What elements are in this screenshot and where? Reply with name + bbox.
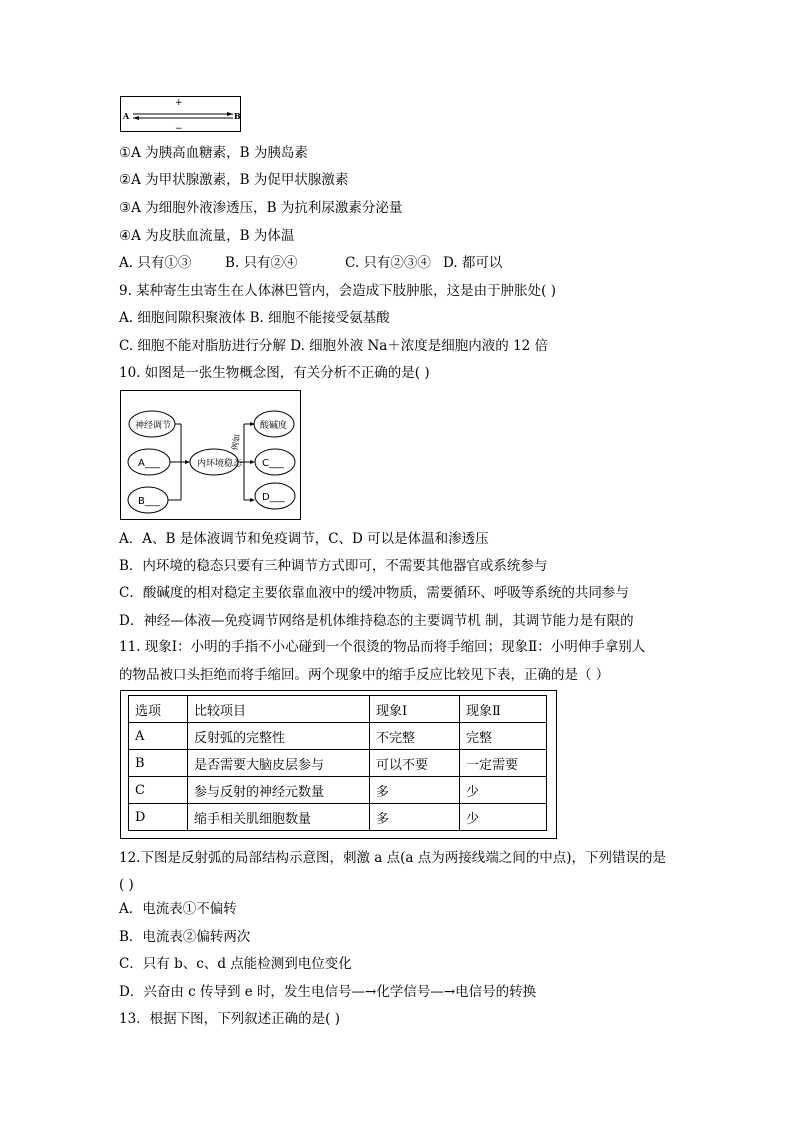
table-cell: 不完整 xyxy=(370,723,460,750)
table-cell: A xyxy=(129,723,188,750)
feedback-arrows xyxy=(121,97,242,133)
q13-stem: 13．根据下图，下列叙述正确的是( ) xyxy=(119,1011,341,1027)
table-cell: 可以不要 xyxy=(370,750,460,777)
table-cell: 多 xyxy=(370,777,460,804)
feedback-diagram xyxy=(120,96,241,132)
q11-stem-line2: 的物品被口头拒绝而将手缩回。两个现象中的缩手反应比较见下表，正确的是（ ） xyxy=(119,667,610,683)
table-row xyxy=(129,804,547,831)
q12-option-b: B．电流表②偏转两次 xyxy=(119,929,251,945)
label-a: A xyxy=(123,111,130,121)
node-neural-regulation: 神经调节 xyxy=(135,421,172,431)
relation-label: 例如 xyxy=(230,433,243,451)
node-a: A___ xyxy=(138,458,160,469)
table-cell: 少 xyxy=(460,777,547,804)
q8-option-1: ①A 为胰高血糖素，B 为胰岛素 xyxy=(119,145,308,161)
comparison-table-frame xyxy=(120,690,557,839)
table-row xyxy=(129,750,547,777)
node-homeostasis: 内环境稳态 xyxy=(197,459,243,469)
node-b: B___ xyxy=(138,496,160,507)
q8-option-3: ③A 为细胞外液渗透压，B 为抗利尿激素分泌量 xyxy=(119,200,403,216)
q12-option-d: D．兴奋由 c 传导到 e 时，发生电信号—→化学信号—→电信号的转换 xyxy=(119,984,537,1000)
q9-options-cd: C. 细胞不能对脂肪进行分解 D. 细胞外液 Na＋浓度是细胞内液的 12 倍 xyxy=(119,338,549,354)
q10-option-d: D．神经—体液—免疫调节网络是机体维持稳态的主要调节机 制，其调节能力是有限的 xyxy=(119,613,634,629)
q12-stem-line1: 12.下图是反射弧的局部结构示意图，刺激 a 点(a 点为两接线端之间的中点)，下列错误的是 xyxy=(119,850,666,866)
table-cell: C xyxy=(129,777,188,804)
concept-map-graphic xyxy=(121,391,302,521)
table-header-row xyxy=(129,696,547,723)
q12-option-c: C．只有 b、c、d 点能检测到电位变化 xyxy=(119,956,352,972)
table-cell: 完整 xyxy=(460,723,547,750)
table-row xyxy=(129,777,547,804)
q9-stem: 9. 某种寄生虫寄生在人体淋巴管内，会造成下肢肿胀，这是由于肿胀处( ) xyxy=(119,283,556,299)
q12-stem-line2: ( ) xyxy=(119,877,134,893)
q8-choice-b: B. 只有②④ xyxy=(225,255,298,271)
minus-sign: − xyxy=(175,124,183,133)
q8-choice-a: A. 只有①③ xyxy=(119,255,192,271)
node-c: C___ xyxy=(262,458,284,469)
table-cell: 是否需要大脑皮层参与 xyxy=(188,750,370,777)
label-b: B xyxy=(234,111,241,121)
header-cell: 现象Ⅰ xyxy=(370,696,460,723)
comparison-table xyxy=(128,695,547,831)
node-ph: 酸碱度 xyxy=(260,421,288,431)
table-cell: 多 xyxy=(370,804,460,831)
q8-option-4: ④A 为皮肤血流量，B 为体温 xyxy=(119,228,295,244)
q10-option-c: C．酸碱度的相对稳定主要依靠血液中的缓冲物质，需要循环、呼吸等系统的共同参与 xyxy=(119,585,629,601)
concept-map xyxy=(120,390,301,520)
q8-option-2: ②A 为甲状腺激素，B 为促甲状腺激素 xyxy=(119,172,349,188)
table-cell: D xyxy=(129,804,188,831)
q8-choices xyxy=(119,254,502,272)
header-cell: 比较项目 xyxy=(188,696,370,723)
table-row xyxy=(129,723,547,750)
header-cell: 现象Ⅱ xyxy=(460,696,547,723)
q10-option-b: B．内环境的稳态只要有三种调节方式即可，不需要其他器官或系统参与 xyxy=(119,558,548,574)
table-cell: 缩手相关肌细胞数量 xyxy=(188,804,370,831)
q11-stem-line1: 11. 现象Ⅰ：小明的手指不小心碰到一个很烫的物品而将手缩回；现象Ⅱ：小明伸手拿别人 xyxy=(119,639,646,655)
node-d: D___ xyxy=(262,492,285,503)
q10-option-a: A．A、B 是体液调节和免疫调节，C、D 可以是体温和渗透压 xyxy=(119,531,489,547)
table-cell: 参与反射的神经元数量 xyxy=(188,777,370,804)
q10-stem: 10. 如图是一张生物概念图，有关分析不正确的是( ) xyxy=(119,365,430,381)
table-cell: B xyxy=(129,750,188,777)
q9-options-ab: A. 细胞间隙积聚液体 B. 细胞不能接受氨基酸 xyxy=(119,310,390,326)
q8-choice-c: C. 只有②③④ xyxy=(345,255,431,271)
table-cell: 一定需要 xyxy=(460,750,547,777)
plus-sign: + xyxy=(175,98,183,108)
q12-option-a: A．电流表①不偏转 xyxy=(119,901,237,917)
q8-choice-d: D. 都可以 xyxy=(443,255,503,271)
table-cell: 少 xyxy=(460,804,547,831)
header-cell: 选项 xyxy=(129,696,188,723)
table-cell: 反射弧的完整性 xyxy=(188,723,370,750)
